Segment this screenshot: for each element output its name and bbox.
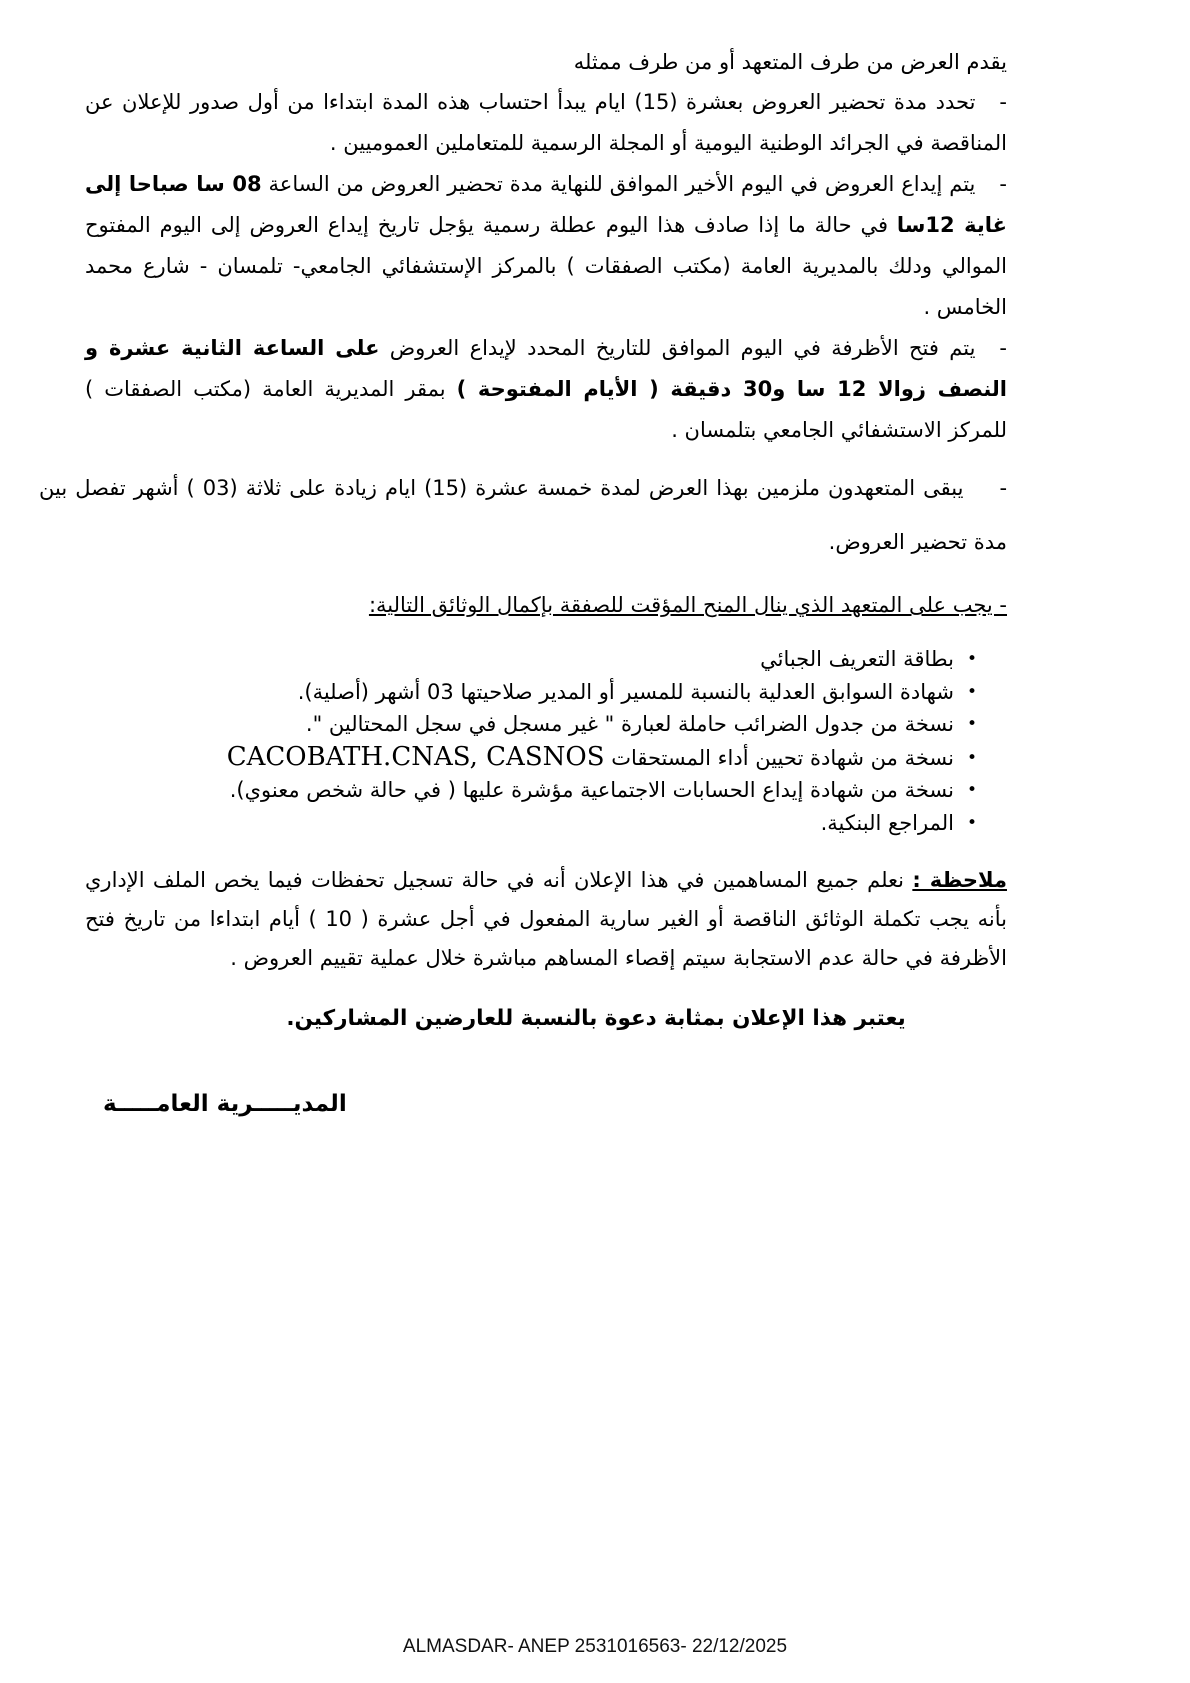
round-bullet-icon: •: [966, 812, 977, 833]
offer-deposit-text-post: في حالة ما إذا صادف هذا اليوم عطلة رسمية يؤجل تاريخ إيداع العروض إلى اليوم المفتوح الموالي ودلك بالمديرية العامة (مكتب الصفقات ) بالمركز الإستشفائي الجامعي- تلمسان - شارع محمد الخامس .: [85, 213, 1007, 319]
envelope-opening-item: [85, 328, 1007, 451]
document-body: [39, 0, 1008, 1117]
note-text: نعلم جميع المساهمين في هذا الإعلان أنه في حالة تسجيل تحفظات فيما يخص الملف الإداري بأنه يجب تكملة الوثائق الناقصة أو الغير سارية المفعول في أجل عشرة ( 10 ) أيام ابتداءا من تاريخ فتح الأظرفة في حالة عدم الاستجابة سيتم إقصاء المساهم مباشرة خلال عملية تقييم العروض .: [85, 868, 1007, 970]
tender-prep-duration-text: تحدد مدة تحضير العروض بعشرة (15) ايام يبدأ احتساب هذه المدة ابتداءا من أول صدور للإعلان عن المناقصة في الجرائد الوطنية اليومية أو المجلة الرسمية للمتعاملين العموميين .: [85, 90, 1007, 155]
list-item: [85, 676, 977, 709]
item-text: نسخة من شهادة إيداع الحسابات الاجتماعية مؤشرة عليها ( في حالة شخص معنوي).: [229, 778, 954, 802]
dash-bullet-icon: -: [999, 172, 1007, 196]
item-text: نسخة من جدول الضرائب حاملة لعبارة " غير مسجل في سجل المحتالين ".: [305, 712, 954, 736]
required-documents-list: [85, 643, 1007, 839]
offer-deposit-item: [85, 164, 1007, 328]
offer-validity-text: يبقى المتعهدون ملزمين بهذا العرض لمدة خمسة عشرة (15) ايام زيادة على ثلاثة (03 ) أشهر تفصل بين مدة تحضير العروض.: [39, 476, 1007, 554]
footer-anep-reference: ALMASDAR- ANEP 2531016563- 22/12/2025: [402, 1636, 788, 1657]
item-text: المراجع البنكية.: [820, 810, 954, 835]
note-paragraph: [85, 861, 1007, 978]
closing-statement: يعتبر هذا الإعلان بمثابة دعوة بالنسبة للعارضين المشاركين.: [286, 1006, 906, 1031]
item-text: نسخة من شهادة تحيين أداء المستحقات: [604, 745, 954, 770]
list-item: [85, 741, 977, 775]
envelope-opening-text-pre: يتم فتح الأظرفة في اليوم الموافق للتاريخ المحدد لإيداع العروض: [379, 336, 976, 360]
tender-prep-duration-item: [85, 82, 1007, 164]
offer-deposit-text-pre: يتم إيداع العروض في اليوم الأخير الموافق للنهاية مدة تحضير العروض من الساعة: [261, 172, 976, 196]
dash-bullet-icon: -: [999, 90, 1007, 114]
list-item: [85, 643, 977, 676]
round-bullet-icon: •: [966, 747, 977, 768]
envelope-opening-time-bold: على الساعة الثانية عشرة و النصف زوالا 12 سا و30 دقيقة ( الأيام المفتوحة ): [85, 336, 1008, 401]
round-bullet-icon: •: [966, 681, 977, 702]
list-item: [85, 774, 977, 807]
round-bullet-icon: •: [966, 714, 977, 734]
offer-validity-item: [39, 461, 1007, 569]
item-text: بطاقة التعريف الجبائي: [760, 647, 954, 671]
latin-org-names: CACOBATH.CNAS, CASNOS: [226, 741, 605, 772]
list-item: [85, 708, 977, 741]
note-label: ملاحظة :: [912, 868, 1007, 892]
offer-deposit-hours-bold: 08 سا صباحا إلى غاية 12سا: [85, 172, 1007, 237]
list-item: [85, 807, 977, 840]
signature-general-directorate: المديـــــرية العامـــــة: [103, 1091, 347, 1117]
required-documents-heading: - يجب على المتعهد الذي ينال المنح المؤقت للصفقة بإكمال الوثائق التالية:: [368, 593, 1007, 617]
round-bullet-icon: •: [966, 649, 977, 669]
intro-line: يقدم العرض من طرف المتعهد أو من طرف ممثله: [573, 50, 1007, 74]
item-text: شهادة السوابق العدلية بالنسبة للمسير أو المدير صلاحيتها 03 أشهر (أصلية).: [297, 679, 954, 704]
dash-bullet-icon: -: [999, 476, 1008, 500]
envelope-opening-text-post: بمقر المديرية العامة (مكتب الصفقات ) للمركز الاستشفائي الجامعي بتلمسان .: [85, 377, 1007, 442]
round-bullet-icon: •: [966, 780, 977, 800]
dash-bullet-icon: -: [999, 336, 1007, 360]
